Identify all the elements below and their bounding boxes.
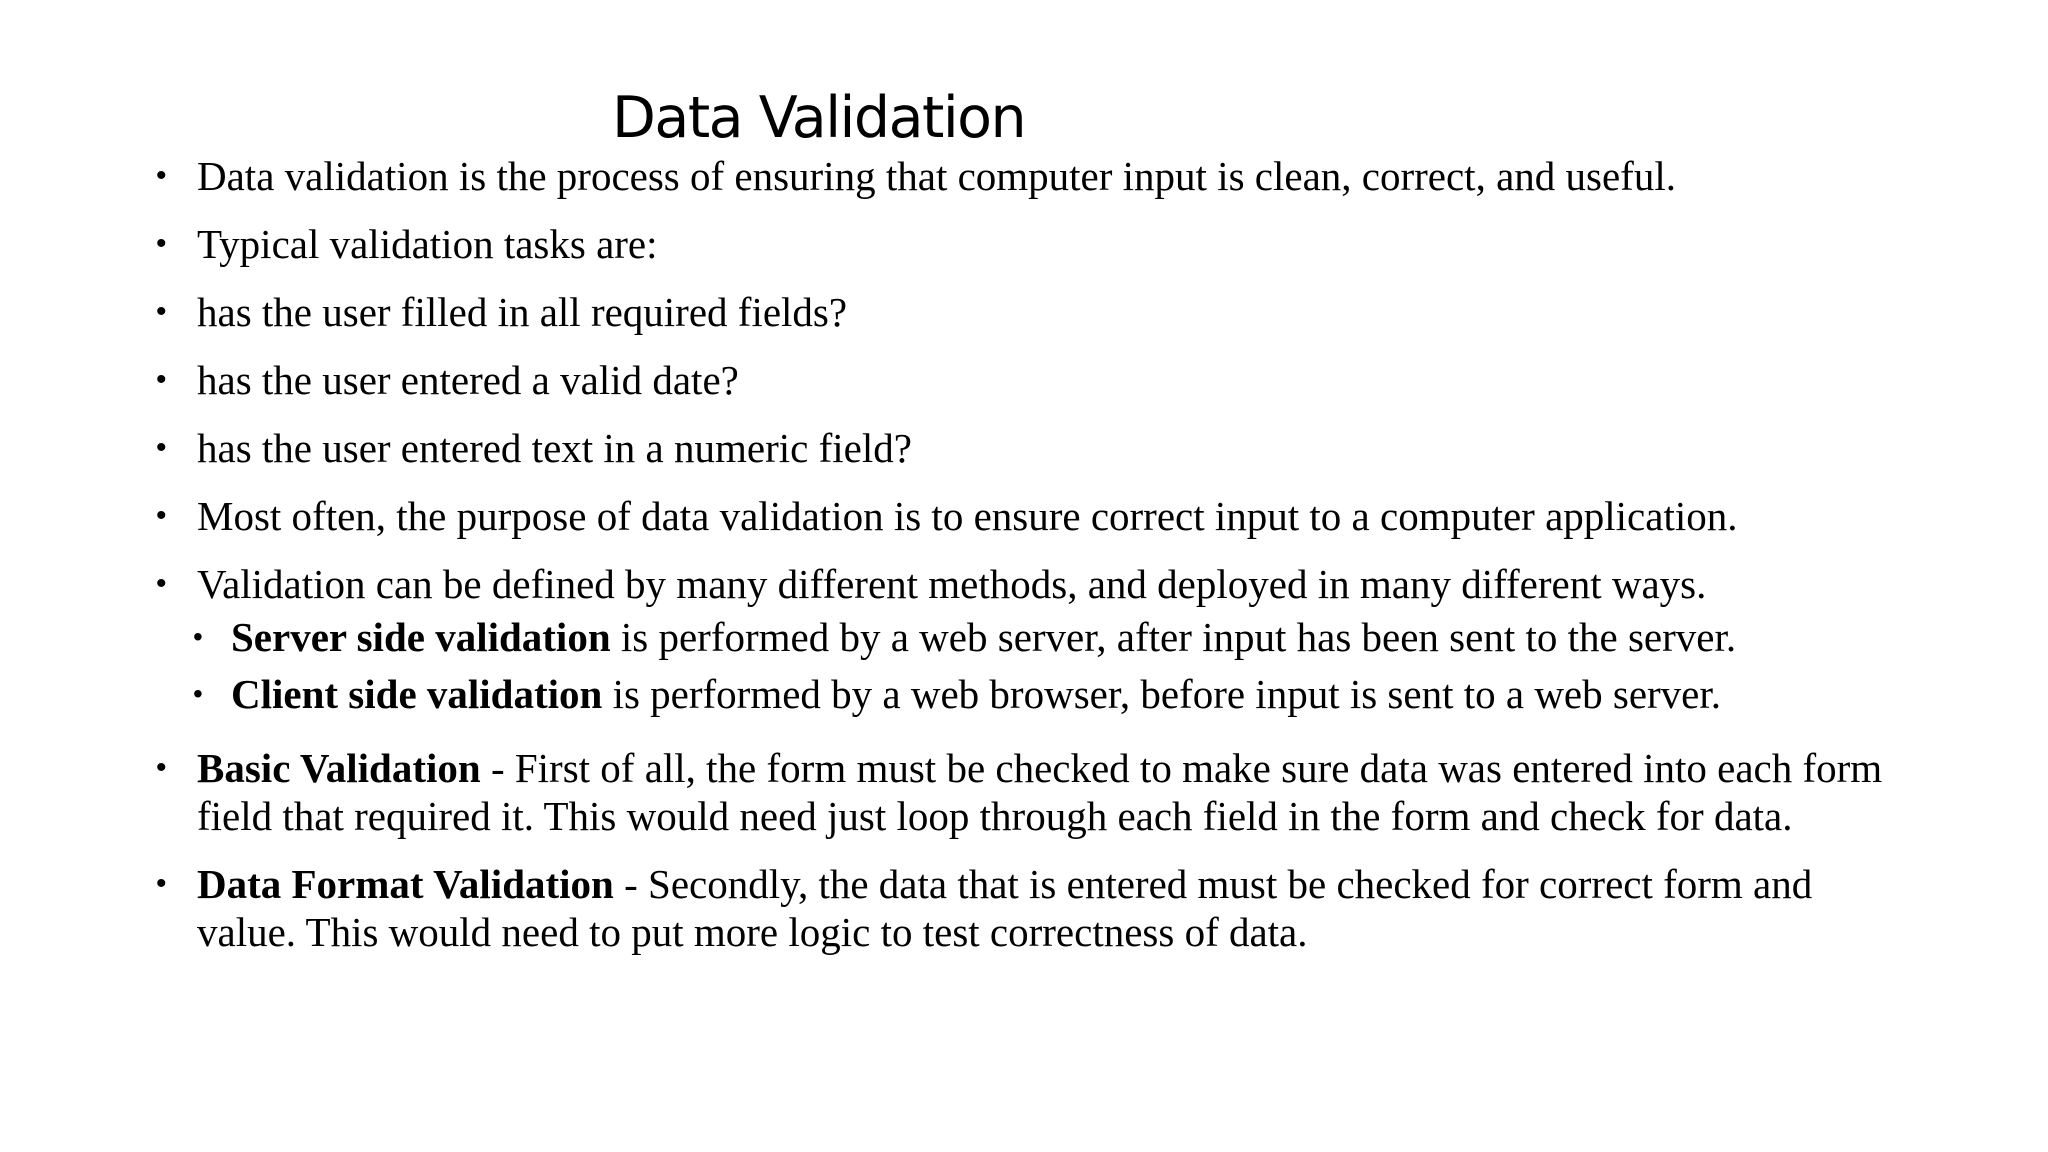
sub-item-text: is performed by a web server, after input has been sent to the server. [610,614,1737,660]
bullet-text: has the user entered a valid date? [197,357,739,403]
bullet-text: Most often, the purpose of data validation is to ensure correct input to a computer application. [197,493,1738,539]
sub-item-server-side [193,613,1896,661]
bullet-text: has the user entered text in a numeric field? [197,425,912,471]
bullet-icon: • [156,499,167,532]
bullet-list [156,152,1896,976]
bullet-term: Basic Validation [197,745,481,791]
bullet-icon: • [156,295,167,328]
bullet-icon: • [156,363,167,396]
bullet-icon: • [156,567,167,600]
sub-item-term: Client side validation [231,671,603,717]
bullet-text: - First of all, the form must be checked to make sure data was entered into each form field that required it. This would need just loop through each field in the form and check for data. [197,745,1883,839]
sub-item-text: is performed by a web browser, before input is sent to a web server. [602,671,1722,717]
bullet-item-4 [156,356,1896,404]
bullet-icon: • [156,159,167,192]
bullet-item-3 [156,288,1896,336]
bullet-text: Validation can be defined by many different methods, and deployed in many different ways. [197,561,1707,607]
bullet-icon: • [193,678,203,709]
bullet-item-5 [156,424,1896,472]
bullet-item-6 [156,492,1896,540]
bullet-item-basic-validation [156,744,1896,840]
bullet-text: has the user filled in all required fields? [197,289,848,335]
bullet-term: Data Format Validation [197,861,614,907]
bullet-item-1 [156,152,1896,200]
bullet-text: - Secondly, the data that is entered must be checked for correct form and value. This would need to put more logic to test correctness of data. [197,861,1813,955]
bullet-icon: • [156,751,167,784]
bullet-icon: • [193,621,203,652]
slide-title: Data Validation [612,85,1026,151]
bullet-item-data-format-validation [156,860,1896,956]
bullet-text: Data validation is the process of ensuring that computer input is clean, correct, and useful. [197,153,1676,199]
bullet-item-7 [156,560,1896,608]
bullet-item-2 [156,220,1896,268]
sub-item-client-side [193,670,1896,718]
sub-list [193,613,1896,718]
bullet-icon: • [156,431,167,464]
bullet-icon: • [156,227,167,260]
bullet-icon: • [156,867,167,900]
bullet-text: Typical validation tasks are: [197,221,658,267]
sub-item-term: Server side validation [231,614,611,660]
sub-list-container [156,613,1896,718]
